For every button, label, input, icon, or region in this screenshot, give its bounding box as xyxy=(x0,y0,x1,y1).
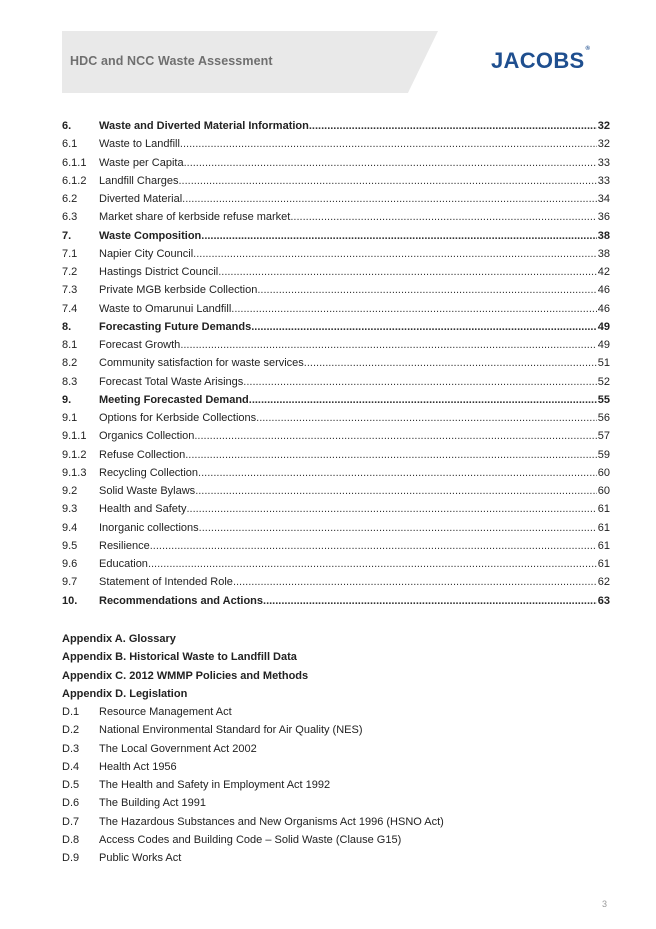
toc-entry-number: 9.2 xyxy=(62,485,78,497)
toc-entry-page: 32 xyxy=(597,138,610,151)
toc-dot-leader xyxy=(198,464,597,482)
toc-entry-number: 9.1.1 xyxy=(62,430,87,443)
toc-entry[interactable] xyxy=(62,172,610,190)
toc-entry-page: 38 xyxy=(597,229,610,242)
toc-entry-page: 36 xyxy=(597,211,610,224)
toc-entry-page: 61 xyxy=(597,503,610,516)
toc-entry[interactable] xyxy=(62,446,610,464)
toc-entry-title: Market share of kerbside refuse market xyxy=(99,211,291,224)
toc-entry-number: 6. xyxy=(62,120,72,132)
toc-entry[interactable] xyxy=(62,500,610,518)
toc-entry[interactable] xyxy=(62,190,610,208)
toc-entry[interactable] xyxy=(62,336,610,354)
toc-entry-title: Inorganic collections xyxy=(99,521,199,534)
legislation-title: The Health and Safety in Employment Act 1992 xyxy=(99,779,331,791)
legislation-title: The Local Government Act 2002 xyxy=(99,742,257,755)
toc-entry[interactable] xyxy=(62,227,610,245)
toc-dot-leader xyxy=(309,117,597,135)
toc-entry-title: Meeting Forecasted Demand xyxy=(99,393,249,406)
toc-entry-number: 9.4 xyxy=(62,521,78,534)
toc-entry-title: Landfill Charges xyxy=(99,174,179,187)
jacobs-logo xyxy=(491,45,591,74)
toc-entry[interactable] xyxy=(62,391,610,409)
toc-entry-title: Health and Safety xyxy=(99,503,187,516)
toc-entry-title: Hastings District Council xyxy=(99,266,219,278)
appendix-c-entry[interactable]: Appendix C. 2012 WMMP Policies and Methods xyxy=(62,669,309,682)
toc-dot-leader xyxy=(148,555,597,573)
toc-entry-number: 7.1 xyxy=(62,247,78,260)
toc-entry-page: 32 xyxy=(597,120,610,132)
toc-entry-number: 6.2 xyxy=(62,193,78,205)
toc-entry-page: 46 xyxy=(597,284,610,297)
appendix-d-entry[interactable]: Appendix D. Legislation xyxy=(62,687,188,700)
legislation-entry[interactable] xyxy=(62,721,610,739)
toc-dot-leader xyxy=(263,592,597,610)
toc-entry-title: Private MGB kerbside Collection xyxy=(99,284,258,297)
toc-dot-leader xyxy=(179,172,597,190)
toc-entry-title: Diverted Material xyxy=(99,193,183,205)
legislation-entry[interactable] xyxy=(62,776,610,794)
toc-entry[interactable] xyxy=(62,154,610,172)
toc-entry-title: Forecast Growth xyxy=(99,339,181,351)
legislation-entry[interactable] xyxy=(62,849,610,867)
legislation-entry[interactable] xyxy=(62,831,610,849)
toc-dot-leader xyxy=(193,245,597,263)
legislation-list xyxy=(62,703,610,867)
legislation-number: D.2 xyxy=(62,724,80,737)
toc-entry-title: Resilience xyxy=(99,539,150,552)
toc-entry[interactable] xyxy=(62,117,610,135)
appendix-b-entry[interactable]: Appendix B. Historical Waste to Landfill Data xyxy=(62,651,297,664)
toc-dot-leader xyxy=(182,190,597,208)
toc-dot-leader xyxy=(218,263,597,281)
appendix-list xyxy=(62,630,610,867)
toc-entry-page: 33 xyxy=(597,156,610,169)
toc-dot-leader xyxy=(194,427,596,445)
toc-dot-leader xyxy=(195,482,597,500)
toc-dot-leader xyxy=(180,135,597,153)
legislation-number: D.1 xyxy=(62,706,80,718)
toc-entry-number: 9.5 xyxy=(62,539,78,552)
toc-dot-leader xyxy=(199,519,597,537)
toc-entry-page: 55 xyxy=(597,393,610,406)
toc-entry-title: Recycling Collection xyxy=(99,466,199,479)
legislation-number: D.6 xyxy=(62,797,80,810)
toc-entry-number: 6.1 xyxy=(62,138,78,151)
toc-entry-page: 51 xyxy=(597,357,610,370)
toc-entry-title: Community satisfaction for waste services xyxy=(99,357,304,370)
toc-entry-page: 62 xyxy=(597,576,610,589)
legislation-title: Public Works Act xyxy=(99,852,182,864)
legislation-entry[interactable] xyxy=(62,740,610,758)
legislation-number: D.8 xyxy=(62,833,80,846)
toc-entry-page: 42 xyxy=(597,266,610,278)
legislation-title: The Building Act 1991 xyxy=(99,797,207,810)
toc-dot-leader xyxy=(233,573,597,591)
toc-dot-leader xyxy=(257,281,596,299)
toc-entry-page: 49 xyxy=(597,339,610,351)
toc-entry-number: 8.3 xyxy=(62,375,78,388)
toc-entry-title: Napier City Council xyxy=(99,247,194,260)
toc-entry-number: 7.4 xyxy=(62,302,78,315)
toc-entry[interactable] xyxy=(62,409,610,427)
toc-entry-title: Solid Waste Bylaws xyxy=(99,485,196,497)
toc-dot-leader xyxy=(180,336,596,354)
toc-entry[interactable] xyxy=(62,373,610,391)
toc-entry[interactable] xyxy=(62,519,610,537)
toc-entry-page: 59 xyxy=(597,448,610,461)
toc-entry-page: 56 xyxy=(597,412,610,424)
toc-entry-title: Recommendations and Actions xyxy=(99,594,264,607)
toc-dot-leader xyxy=(184,154,597,172)
page-number: 3 xyxy=(602,899,608,909)
logo-text: JACOBS xyxy=(491,48,585,73)
toc-entry[interactable] xyxy=(62,482,610,500)
toc-entry-title: Statement of Intended Role xyxy=(99,576,233,589)
toc-entry-number: 9. xyxy=(62,393,72,406)
toc-entry-page: 61 xyxy=(597,539,610,552)
legislation-number: D.5 xyxy=(62,779,80,791)
toc-entry[interactable] xyxy=(62,555,610,573)
toc-entry-page: 57 xyxy=(597,430,610,443)
toc-entry-number: 8.1 xyxy=(62,339,78,351)
toc-entry[interactable] xyxy=(62,263,610,281)
toc-entry[interactable] xyxy=(62,135,610,153)
toc-entry-page: 38 xyxy=(597,247,610,260)
toc-entry-page: 46 xyxy=(597,302,610,315)
toc-entry-page: 61 xyxy=(597,558,610,570)
legislation-entry[interactable] xyxy=(62,813,610,831)
toc-entry-title: Options for Kerbside Collections xyxy=(99,412,257,424)
toc-dot-leader xyxy=(186,500,596,518)
toc-dot-leader xyxy=(185,446,597,464)
toc-entry-number: 6.1.1 xyxy=(62,156,87,169)
legislation-number: D.7 xyxy=(62,815,80,828)
toc-entry-title: Forecast Total Waste Arisings xyxy=(99,375,244,388)
toc-entry-number: 9.7 xyxy=(62,576,78,589)
legislation-number: D.4 xyxy=(62,760,80,773)
toc-dot-leader xyxy=(243,373,596,391)
toc-entry-page: 33 xyxy=(597,174,610,187)
legislation-entry[interactable] xyxy=(62,758,610,776)
table-of-contents xyxy=(62,117,610,610)
toc-entry-number: 9.6 xyxy=(62,558,78,570)
toc-entry[interactable] xyxy=(62,245,610,263)
legislation-entry[interactable] xyxy=(62,703,610,721)
toc-entry[interactable] xyxy=(62,427,610,445)
legislation-title: Resource Management Act xyxy=(99,706,232,718)
toc-entry-title: Waste per Capita xyxy=(99,156,184,169)
toc-entry-number: 9.1 xyxy=(62,412,78,424)
toc-entry-title: Education xyxy=(99,558,148,570)
toc-entry[interactable] xyxy=(62,208,610,226)
toc-entry-page: 60 xyxy=(597,485,610,497)
toc-entry-title: Organics Collection xyxy=(99,430,195,443)
toc-entry-page: 61 xyxy=(597,521,610,534)
toc-entry-title: Waste to Landfill xyxy=(99,138,180,151)
registered-mark: ® xyxy=(585,45,591,52)
legislation-title: Access Codes and Building Code – Solid Waste (Clause G15) xyxy=(99,833,402,846)
toc-dot-leader xyxy=(304,354,597,372)
toc-entry-page: 60 xyxy=(597,466,610,479)
toc-entry-title: Forecasting Future Demands xyxy=(99,320,252,333)
toc-dot-leader xyxy=(256,409,597,427)
toc-entry-number: 7.3 xyxy=(62,284,78,297)
toc-entry[interactable] xyxy=(62,592,610,610)
toc-entry-number: 9.1.2 xyxy=(62,448,87,461)
toc-entry-page: 34 xyxy=(597,193,610,205)
toc-entry-number: 7. xyxy=(62,229,72,242)
toc-entry[interactable] xyxy=(62,281,610,299)
legislation-entry[interactable] xyxy=(62,794,610,812)
report-title: HDC and NCC Waste Assessment xyxy=(70,54,273,68)
toc-entry[interactable] xyxy=(62,537,610,555)
toc-entry-title: Waste and Diverted Material Information xyxy=(99,120,309,132)
toc-dot-leader xyxy=(290,208,596,226)
toc-entry-page: 63 xyxy=(597,594,610,607)
toc-entry[interactable] xyxy=(62,300,610,318)
toc-dot-leader xyxy=(201,227,596,245)
toc-dot-leader xyxy=(231,300,596,318)
toc-dot-leader xyxy=(150,537,597,555)
toc-entry-number: 6.1.2 xyxy=(62,174,87,187)
legislation-title: The Hazardous Substances and New Organisms Act 1996 (HSNO Act) xyxy=(99,815,444,828)
appendix-a-entry[interactable]: Appendix A. Glossary xyxy=(62,633,176,645)
toc-entry-number: 9.3 xyxy=(62,503,78,516)
toc-entry[interactable] xyxy=(62,318,610,336)
toc-entry[interactable] xyxy=(62,464,610,482)
toc-entry-title: Waste to Omarunui Landfill xyxy=(99,302,232,315)
legislation-number: D.3 xyxy=(62,742,80,755)
legislation-number: D.9 xyxy=(62,852,80,864)
legislation-title: National Environmental Standard for Air Quality (NES) xyxy=(99,724,363,737)
toc-entry-number: 10. xyxy=(62,594,78,607)
toc-dot-leader xyxy=(249,391,597,409)
toc-entry-number: 6.3 xyxy=(62,211,78,224)
toc-entry-number: 8. xyxy=(62,320,72,333)
toc-entry-title: Refuse Collection xyxy=(99,448,186,461)
toc-entry[interactable] xyxy=(62,354,610,372)
legislation-title: Health Act 1956 xyxy=(99,760,177,773)
toc-entry-number: 8.2 xyxy=(62,357,78,370)
toc-entry-title: Waste Composition xyxy=(99,229,202,242)
toc-entry-number: 7.2 xyxy=(62,266,78,278)
toc-entry-number: 9.1.3 xyxy=(62,466,87,479)
toc-dot-leader xyxy=(251,318,597,336)
toc-entry-page: 49 xyxy=(597,320,610,333)
toc-entry-page: 52 xyxy=(597,375,610,388)
toc-entry[interactable] xyxy=(62,573,610,591)
